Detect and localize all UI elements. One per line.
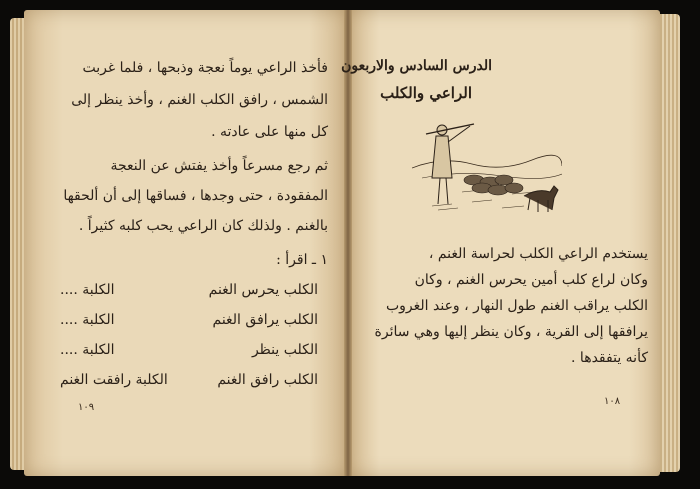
shepherd-and-dog-illustration [412, 108, 562, 220]
right-line-4: يرافقها إلى القرية ، وكان ينظر إليها وهي سائرة [374, 324, 648, 340]
right-page-stack [660, 14, 680, 472]
right-line-1: يستخدم الراعي الكلب لحراسة الغنم ، [428, 246, 648, 262]
exercise-sentence-3: الكلب ينظر [251, 342, 318, 358]
exercise-sentence-1: الكلب يحرس الغنم [208, 282, 318, 298]
left-page-number: ١٠٩ [78, 402, 95, 413]
exercise-blank-4: الكلبة رافقت الغنم [60, 372, 168, 388]
exercise-row-3 [60, 342, 318, 364]
right-page-number: ١٠٨ [604, 396, 621, 407]
left-line-3: كل منها على عادته . [211, 124, 328, 140]
exercise-row-4 [60, 372, 318, 394]
exercise-blank-2: الكلبة .... [60, 312, 115, 328]
lesson-title: الدرس السادس والاربعون [341, 58, 492, 74]
book-gutter [344, 10, 352, 476]
right-line-3: الكلب يراقب الغنم طول النهار ، وعند الغروب [385, 298, 648, 314]
exercise-sentence-2: الكلب يرافق الغنم [212, 312, 318, 328]
exercise-blank-3: الكلبة .... [60, 342, 115, 358]
left-line-2: الشمس ، رافق الكلب الغنم ، وأخذ ينظر إلى [71, 92, 328, 108]
left-line-5: المفقودة ، حتى وجدها ، فساقها إلى أن ألحقها [63, 188, 328, 204]
right-line-2: وكان لراع كلب أمين يحرس الغنم ، وكان [414, 272, 648, 288]
left-line-1: فأخذ الراعي يوماً نعجة وذبحها ، فلما غربت [82, 60, 328, 76]
exercise-row-2 [60, 312, 318, 334]
exercise-blank-1: الكلبة .... [60, 282, 115, 298]
left-line-6: بالغنم . ولذلك كان الراعي يحب كلبه كثيراً . [78, 218, 328, 234]
left-page [24, 10, 348, 476]
exercise-row-1 [60, 282, 318, 304]
left-line-4: ثم رجع مسرعاً وأخذ يفتش عن النعجة [110, 158, 328, 174]
story-title: الراعي والكلب [380, 84, 472, 102]
exercise-sentence-4: الكلب رافق الغنم [217, 372, 318, 388]
exercise-label: ١ ـ اقرأ : [276, 252, 328, 268]
right-line-5: كأنه يتفقدها . [571, 350, 648, 366]
